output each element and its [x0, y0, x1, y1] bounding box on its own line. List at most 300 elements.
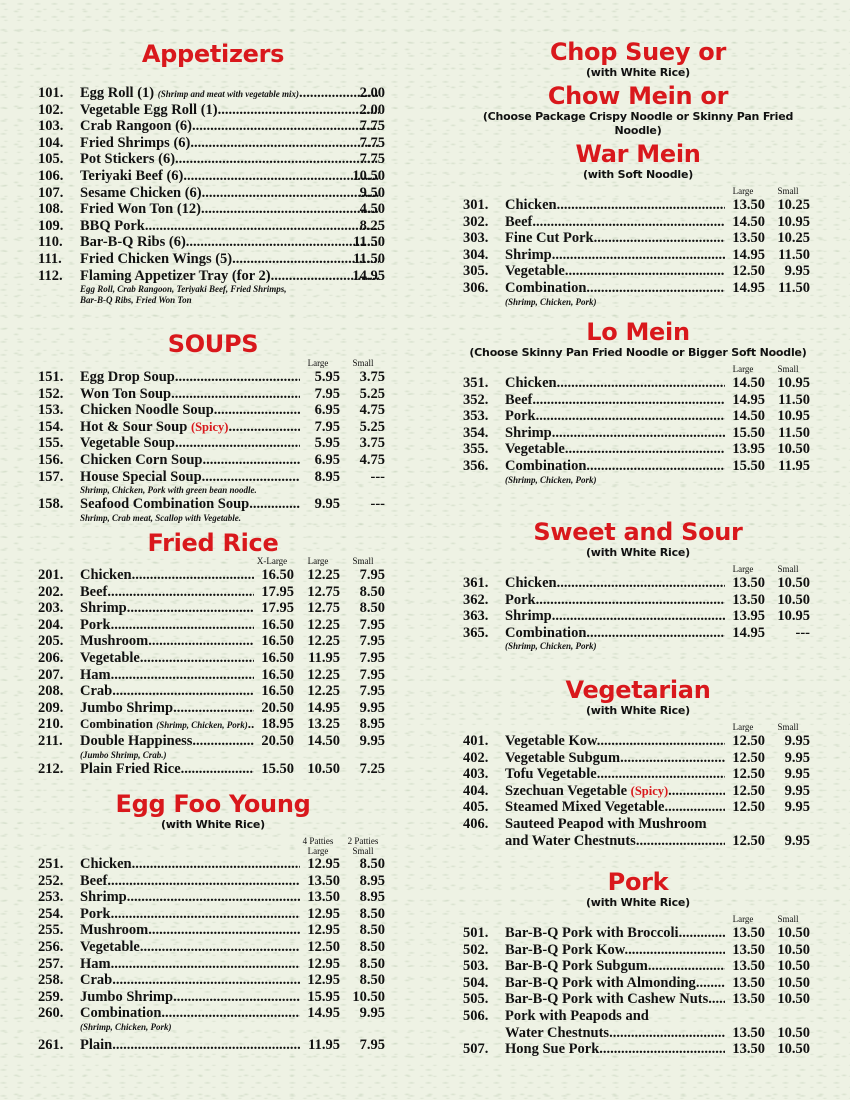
item-description: (Shrimp, Chicken, Pork): [156, 720, 248, 731]
item-price: 6.95: [314, 402, 340, 419]
item-name: [80, 650, 254, 667]
item-number: 404.: [463, 782, 489, 799]
item-price: 13.50: [732, 925, 765, 941]
price-header: X-Large: [256, 556, 288, 566]
menu-item: [38, 85, 388, 102]
menu-item: [463, 247, 813, 264]
price-header-line: 4 Patties: [302, 836, 334, 846]
item-number: 402.: [463, 749, 489, 766]
item-name: [80, 633, 254, 650]
item-name-text: Bar-B-Q Pork with Almonding: [505, 974, 696, 991]
item-name: [505, 263, 725, 280]
item-price: 13.95: [732, 608, 765, 625]
item-price: 9.95: [784, 782, 810, 799]
item-price: 11.50: [778, 391, 810, 408]
item-name: [505, 1008, 770, 1025]
menu-item: [38, 251, 388, 268]
item-price: 12.50: [307, 938, 340, 955]
item-number: 201.: [38, 567, 64, 583]
item-name: [505, 458, 725, 475]
item-name: [505, 1025, 725, 1042]
item-name: [80, 989, 300, 1006]
section-subtitle: (with White Rice): [160, 818, 265, 831]
item-price: 14.95: [307, 699, 340, 716]
item-price: 9.95: [359, 699, 385, 716]
item-number: 207.: [38, 666, 64, 683]
section-subtitle: (with White Rice): [585, 704, 690, 717]
item-name: [80, 496, 300, 513]
item-name: [80, 135, 379, 152]
item-price: 10.50: [777, 974, 810, 991]
item-number: 505.: [463, 991, 489, 1008]
price-header: Small: [777, 914, 799, 924]
price-header: Large: [732, 564, 754, 574]
menu-section-pork: [463, 868, 813, 1058]
menu-item: [38, 234, 388, 251]
item-price: 10.95: [777, 408, 810, 425]
item-price: 13.50: [732, 1041, 765, 1058]
item-price: ---: [370, 468, 385, 485]
menu-item: [38, 469, 388, 486]
item-name: [505, 733, 725, 750]
menu-item: [463, 280, 813, 297]
item-name-text: Egg Drop Soup: [80, 369, 175, 385]
menu-item: [38, 989, 388, 1006]
item-number: 306.: [463, 279, 489, 296]
menu-item: [38, 700, 388, 717]
menu-item: [463, 608, 813, 625]
item-name-text: Chicken: [505, 197, 557, 213]
item-number: 502.: [463, 941, 489, 958]
item-number: 204.: [38, 616, 64, 633]
item-number: 154.: [38, 418, 64, 435]
item-price: 13.50: [307, 889, 340, 906]
price-header: Small: [777, 722, 799, 732]
menu-item: [38, 118, 388, 135]
item-number: 255.: [38, 922, 64, 939]
menu-item: [38, 972, 388, 989]
section-title: War Mein: [575, 140, 701, 168]
menu-item: [38, 856, 388, 873]
item-name-text: Chicken: [80, 856, 132, 872]
section-title: Chop Suey or: [549, 38, 727, 66]
item-price: 5.25: [359, 418, 385, 435]
item-name: [80, 201, 379, 218]
item-price: 10.50: [777, 441, 810, 458]
item-price: 7.95: [359, 1036, 385, 1053]
item-name: [80, 733, 254, 750]
menu-item: [38, 683, 388, 700]
item-number: 157.: [38, 468, 64, 485]
item-name: [80, 419, 300, 436]
item-name: [505, 766, 725, 783]
item-number: 112.: [38, 267, 63, 284]
item-name-text: Fried Won Ton (12): [80, 201, 201, 218]
item-name: [505, 247, 725, 264]
item-number: 303.: [463, 230, 489, 247]
item-price: 10.25: [777, 230, 810, 247]
item-name: [505, 197, 725, 214]
item-number: 109.: [38, 217, 64, 234]
item-price: 12.95: [307, 955, 340, 972]
item-price: 12.95: [307, 856, 340, 872]
item-name: [505, 592, 725, 609]
item-note: Shrimp, Crab meat, Scallop with Vegetable.: [80, 512, 242, 523]
price-header: Large: [732, 722, 754, 732]
item-price: 11.95: [308, 1036, 340, 1053]
item-number: 363.: [463, 608, 489, 625]
item-price: 2.00: [359, 85, 385, 101]
section-title: Vegetarian: [565, 676, 711, 704]
menu-item: [38, 956, 388, 973]
price-header: [294, 836, 342, 856]
item-price: 13.95: [732, 441, 765, 458]
item-price: 13.50: [732, 230, 765, 247]
item-price: 8.50: [359, 600, 385, 617]
item-price: 11.95: [308, 649, 340, 666]
menu-item: [38, 650, 388, 667]
item-name: [80, 856, 300, 873]
item-price: 11.50: [353, 250, 385, 267]
menu-item: [463, 441, 813, 458]
item-name: [80, 218, 379, 235]
menu-item: [463, 197, 813, 214]
menu-item: [463, 425, 813, 442]
item-name: [80, 369, 300, 386]
menu-item: [38, 201, 388, 218]
item-name-text: Shrimp: [505, 246, 552, 263]
item-price: 14.95: [732, 391, 765, 408]
item-price: 11.50: [778, 279, 810, 296]
item-name: [80, 386, 300, 403]
item-number: 203.: [38, 600, 64, 617]
item-name: [80, 102, 379, 119]
menu-section-vegetarian: [463, 676, 813, 849]
menu-item: [38, 617, 388, 634]
item-number: 302.: [463, 213, 489, 230]
item-number: 102.: [38, 101, 64, 118]
menu-item: [463, 458, 813, 475]
item-name: [505, 833, 725, 850]
section-title: Egg Foo Young: [115, 790, 311, 818]
item-name: [505, 608, 725, 625]
item-price: 14.95: [732, 246, 765, 263]
item-name: [505, 816, 770, 833]
menu-item: [38, 761, 388, 778]
item-name: [505, 408, 725, 425]
item-price: 9.95: [359, 732, 385, 749]
item-name-text: Vegetable: [80, 649, 140, 666]
item-name-text: Won Ton Soup: [80, 385, 172, 402]
price-header-line: Small: [352, 846, 374, 856]
item-name: [80, 435, 300, 452]
menu-item: [463, 958, 813, 975]
item-price: 12.25: [307, 567, 340, 583]
section-subtitle: (with White Rice): [585, 66, 690, 79]
item-price: 12.95: [307, 905, 340, 922]
item-name: [80, 402, 300, 419]
item-name-text: Jumbo Shrimp: [80, 699, 174, 716]
item-number: 261.: [38, 1036, 64, 1053]
menu-item: [463, 625, 813, 642]
item-price: ---: [795, 624, 810, 641]
section-title: Fried Rice: [147, 529, 279, 557]
item-name-text: Chicken: [505, 575, 557, 591]
section-title: SOUPS: [167, 330, 259, 358]
menu-item: [38, 922, 388, 939]
menu-item: [38, 496, 388, 513]
section-title: Sweet and Sour: [533, 518, 743, 546]
item-price: 16.50: [261, 683, 294, 700]
item-number: 406.: [463, 815, 489, 832]
section-subtitle: (Choose Package Crispy Noodle or Skinny Pan Fried Noodle): [482, 110, 794, 137]
item-price: 8.95: [314, 468, 340, 485]
item-name: [80, 617, 254, 634]
item-number: 156.: [38, 451, 64, 468]
menu-item: [463, 1008, 813, 1025]
item-price: 10.50: [352, 167, 385, 184]
item-number: 305.: [463, 263, 489, 280]
menu-item: [463, 392, 813, 409]
menu-item: [463, 575, 813, 592]
item-name: [80, 972, 300, 989]
item-price: 14.50: [732, 213, 765, 230]
price-header: [339, 836, 387, 856]
item-name-text: Fine Cut Pork: [505, 230, 594, 247]
menu-item: [463, 375, 813, 392]
item-price: 11.50: [778, 424, 810, 441]
item-price: 17.95: [261, 583, 294, 600]
item-name-text: Chicken Noodle Soup: [80, 402, 214, 419]
item-name-text: Chicken Corn Soup: [80, 451, 203, 468]
item-note: (Shrimp, Chicken, Pork): [505, 474, 597, 485]
price-header-row: [463, 364, 813, 375]
item-name-text: Seafood Combination Soup: [80, 496, 250, 513]
item-price: 7.25: [359, 760, 385, 777]
item-name-text: Combination: [505, 624, 587, 641]
menu-item: [38, 716, 388, 733]
item-price: 14.95: [732, 624, 765, 641]
item-price: 12.50: [732, 766, 765, 783]
item-price: 12.50: [732, 799, 765, 816]
item-price: 8.95: [359, 889, 385, 906]
item-price: 12.75: [307, 600, 340, 617]
item-name: [505, 392, 725, 409]
item-price: 12.95: [307, 972, 340, 989]
section-subtitle: (Choose Skinny Pan Fried Noodle or Bigger Soft Noodle): [469, 346, 807, 359]
item-name-text: Szechuan Vegetable: [505, 782, 628, 799]
item-name: [80, 151, 379, 168]
item-name-text: Pork: [80, 616, 111, 633]
item-price: 10.50: [307, 760, 340, 777]
item-price: 10.50: [777, 1024, 810, 1041]
item-name-text: Steamed Mixed Vegetable: [505, 799, 665, 816]
item-description: (Shrimp and meat with vegetable mix): [157, 89, 299, 99]
item-number: 252.: [38, 872, 64, 889]
menu-section-chop-suey: [463, 38, 813, 308]
item-number: 304.: [463, 246, 489, 263]
item-note: (Shrimp, Chicken, Pork): [505, 296, 597, 307]
item-number: 205.: [38, 633, 64, 650]
item-number: 153.: [38, 402, 64, 419]
item-number: 158.: [38, 496, 64, 513]
item-price: 9.95: [784, 766, 810, 783]
item-note: Egg Roll, Crab Rangoon, Teriyaki Beef, Fried Shrimps,: [80, 284, 287, 295]
item-name: [505, 214, 725, 231]
item-price: 13.50: [307, 872, 340, 889]
menu-item: [38, 584, 388, 601]
item-price: 14.50: [732, 408, 765, 425]
item-number: 260.: [38, 1005, 64, 1022]
section-subtitle: (with White Rice): [585, 546, 690, 559]
item-name-text: Chicken: [505, 375, 557, 391]
section-title: Pork: [607, 868, 669, 896]
item-name: [80, 956, 300, 973]
menu-item: [38, 600, 388, 617]
item-price: 8.50: [359, 972, 385, 989]
item-number: 403.: [463, 766, 489, 783]
item-price: 10.95: [777, 213, 810, 230]
menu-item: [463, 783, 813, 800]
item-name-text: Shrimp: [80, 600, 127, 617]
item-number: 155.: [38, 435, 64, 452]
item-name: [80, 268, 379, 285]
menu-section-sweet-and-sour: [463, 518, 813, 652]
price-header: Small: [777, 186, 799, 196]
item-name-text: BBQ Pork: [80, 217, 145, 234]
item-price: 9.95: [784, 832, 810, 849]
item-price: 13.50: [732, 575, 765, 591]
item-name-text: Combination: [505, 457, 587, 474]
price-header-line: 2 Patties: [347, 836, 379, 846]
spicy-label: (Spicy): [630, 783, 669, 798]
item-name-text: Ham: [80, 955, 111, 972]
item-name-text: Pot Stickers (6): [80, 151, 176, 168]
item-price: 10.50: [777, 591, 810, 608]
item-name: [80, 922, 300, 939]
item-number: 208.: [38, 683, 64, 700]
item-number: 212.: [38, 760, 64, 777]
item-name: [80, 889, 300, 906]
item-number: 503.: [463, 958, 489, 975]
item-price: 7.95: [359, 616, 385, 633]
menu-item: [38, 135, 388, 152]
item-name: [505, 425, 725, 442]
item-price: 16.50: [261, 649, 294, 666]
item-number: 356.: [463, 457, 489, 474]
item-name: [505, 958, 725, 975]
menu-item: [38, 873, 388, 890]
menu-item: [463, 214, 813, 231]
item-price: 8.50: [359, 922, 385, 939]
item-name-text: Vegetable Egg Roll (1): [80, 101, 218, 118]
item-price: 15.50: [261, 760, 294, 777]
item-price: 13.50: [732, 941, 765, 958]
item-price: 10.95: [777, 375, 810, 391]
item-name: [80, 873, 300, 890]
menu-item: [463, 1041, 813, 1058]
item-number: 206.: [38, 649, 64, 666]
price-header: Small: [777, 564, 799, 574]
section-title: Appetizers: [141, 40, 285, 68]
price-header-row: [463, 722, 813, 733]
price-header: Small: [352, 556, 374, 566]
item-name: [505, 925, 725, 942]
menu-item: [463, 263, 813, 280]
item-number: 104.: [38, 134, 64, 151]
item-price: 10.50: [777, 991, 810, 1008]
menu-item: [463, 733, 813, 750]
item-price: 5.95: [314, 369, 340, 385]
item-price: 9.95: [359, 1005, 385, 1022]
item-name-text: Beef: [505, 391, 533, 408]
menu-item: [38, 906, 388, 923]
menu-section-appetizers: [38, 37, 388, 306]
item-price: 7.95: [314, 385, 340, 402]
price-header-row: [463, 564, 813, 575]
item-name: [80, 600, 254, 617]
item-name: [80, 906, 300, 923]
item-name: [80, 700, 254, 717]
menu-item: [463, 766, 813, 783]
price-header: Large: [307, 556, 329, 566]
section-title: Lo Mein: [586, 318, 690, 346]
item-name-text: Shrimp: [505, 424, 552, 441]
item-price: 8.50: [359, 938, 385, 955]
item-price: 12.50: [732, 782, 765, 799]
menu-item: [38, 185, 388, 202]
item-name-text: Water Chestnuts: [505, 1024, 610, 1041]
menu-item: [463, 925, 813, 942]
item-name-text: Vegetable: [80, 938, 140, 955]
item-name: [80, 85, 379, 103]
item-price: 9.95: [314, 496, 340, 513]
item-name: [80, 251, 379, 268]
item-price: 13.50: [732, 591, 765, 608]
menu-section-soups: [38, 330, 388, 524]
item-number: 362.: [463, 591, 489, 608]
item-name-text: Bar-B-Q Ribs (6): [80, 234, 186, 251]
item-price: 12.50: [732, 749, 765, 766]
menu-item: [38, 102, 388, 119]
price-header: Large: [732, 914, 754, 924]
menu-section-fried-rice: [38, 530, 388, 777]
menu-item: [463, 750, 813, 767]
item-price: 12.25: [307, 666, 340, 683]
item-number: 257.: [38, 955, 64, 972]
item-name-text: Mushroom: [80, 633, 149, 650]
price-header-row: [463, 186, 813, 197]
item-name-text: Sesame Chicken (6): [80, 184, 202, 201]
section-subtitle: (with White Rice): [585, 896, 690, 909]
menu-item: [463, 991, 813, 1008]
item-price: 10.50: [777, 1041, 810, 1058]
item-number: 352.: [463, 391, 489, 408]
item-name: [80, 469, 300, 486]
item-name-text: Teriyaki Beef (6): [80, 167, 184, 184]
item-price: 15.50: [732, 457, 765, 474]
item-price: 10.50: [777, 941, 810, 958]
item-number: 251.: [38, 856, 64, 872]
item-name-text: Bar-B-Q Pork with Cashew Nuts: [505, 991, 709, 1008]
item-price: 17.95: [261, 600, 294, 617]
item-name-text: Bar-B-Q Pork with Broccoli: [505, 925, 679, 941]
menu-item: [463, 942, 813, 959]
item-price: 12.25: [307, 683, 340, 700]
item-name: [80, 185, 379, 202]
menu-item: [463, 799, 813, 816]
item-price: 12.50: [732, 832, 765, 849]
